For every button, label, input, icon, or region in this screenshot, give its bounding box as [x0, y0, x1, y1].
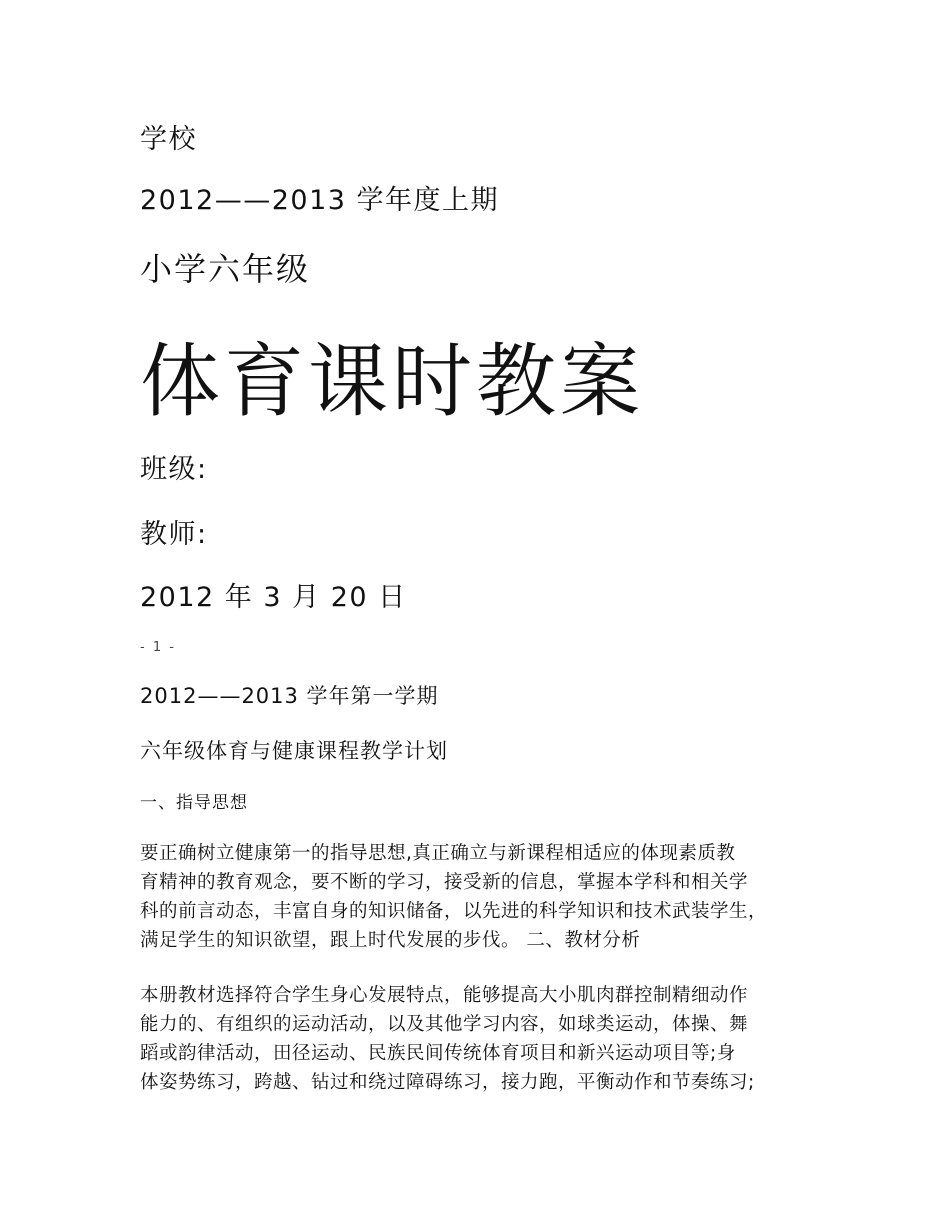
- section-heading-guiding-thought: 一、指导思想: [140, 793, 248, 813]
- paragraph-line: 科的前言动态，丰富自身的知识储备，以先进的科学知识和技术武装学生，: [140, 901, 768, 922]
- plan-term-heading: 2012——2013 学年第一学期: [140, 684, 439, 708]
- paragraph-line: 本册教材选择符合学生身心发展特点，能够提高大小肌肉群控制精细动作: [140, 985, 749, 1006]
- paragraph-line: 蹈或韵律活动，田径运动、民族民间传统体育项目和新兴运动项目等;身: [140, 1043, 736, 1064]
- paragraph-material-analysis: [140, 987, 840, 1107]
- page-number: - 1 -: [140, 640, 176, 655]
- cover-title: 体育课时教案: [140, 335, 644, 428]
- paragraph-line: 满足学生的知识欲望，跟上时代发展的步伐。 二、教材分析: [140, 930, 641, 951]
- paragraph-guiding-thought: [140, 845, 840, 965]
- paragraph-line: 要正确树立健康第一的指导思想,真正确立与新课程相适应的体现素质教: [140, 843, 736, 864]
- cover-class-label: 班级:: [140, 454, 208, 485]
- cover-school: 学校: [140, 124, 197, 155]
- cover-date: 2012 年 3 月 20 日: [140, 582, 407, 613]
- cover-teacher-label: 教师:: [140, 519, 208, 550]
- cover-grade: 小学六年级: [140, 250, 311, 288]
- plan-title: 六年级体育与健康课程教学计划: [140, 739, 448, 763]
- paragraph-line: 能力的、有组织的运动活动，以及其他学习内容，如球类运动，体操、舞: [140, 1014, 749, 1035]
- paragraph-line: 育精神的教育观念，要不断的学习，接受新的信息，掌握本学科和相关学: [140, 872, 749, 893]
- cover-year-term: 2012——2013 学年度上期: [140, 185, 500, 216]
- paragraph-line: 体姿势练习，跨越、钻过和绕过障碍练习，接力跑，平衡动作和节奏练习;: [140, 1072, 755, 1093]
